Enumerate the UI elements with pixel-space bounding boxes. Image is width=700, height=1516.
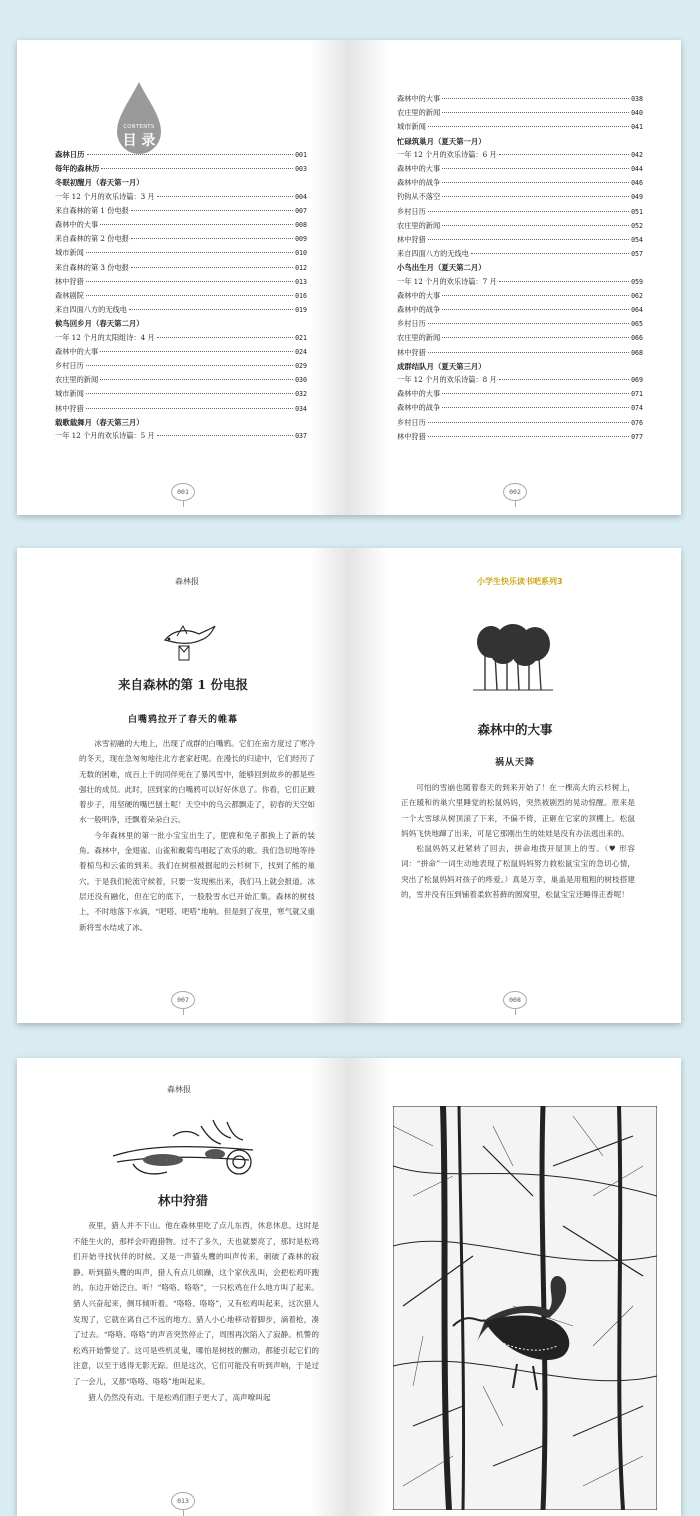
toc-entry: [55, 317, 307, 330]
toc-entry-title: 农庄里的新闻: [397, 220, 441, 230]
toc-entry-page: 007: [295, 206, 307, 215]
toc-entry-page: 012: [295, 263, 307, 272]
toc-entry-page: 049: [631, 193, 643, 202]
toc-entry-page: 032: [295, 390, 307, 399]
toc-entry: [397, 135, 643, 148]
toc-entry-page: 042: [631, 150, 643, 159]
toc-entry-title: 小鸟出生月（夏天第二月）: [397, 263, 486, 273]
spread-contents: [17, 40, 681, 515]
toc-entry-title: 森林中的大事: [55, 220, 99, 230]
toc-entry-page: 040: [631, 109, 643, 118]
toc-entry-title: 每年的森林历: [55, 164, 100, 174]
toc-entry: [397, 106, 643, 120]
toc-entry: [55, 359, 307, 373]
toc-entry: [397, 317, 643, 331]
toc-dot-leader: [442, 337, 629, 338]
article-title: 来自森林的第 1 份电报: [118, 677, 248, 692]
toc-entry-page: 003: [295, 165, 307, 174]
toc-entry: [397, 205, 643, 219]
toc-entry-page: 008: [295, 221, 307, 230]
toc-entry-title: 来自四面八方的无线电: [397, 249, 469, 259]
toc-entry-page: 076: [631, 418, 643, 427]
toc-dot-leader: [86, 393, 293, 394]
toc-entry-title: 一年 12 个月的欢乐诗篇：5 月: [55, 431, 155, 441]
toc-entry: [397, 247, 643, 261]
body-paragraph: 今年森林里的第一批小宝宝出生了，肥鹿和兔子都换上了新的装角。森林中，金翅雀、山雀和戴菊鸟唱起了欢乐的歌。我们急切地等待着椋鸟和云雀的到来。我们在树根被掘起的云杉树下，找到了熊的巢穴。于是我们轮流守候着，只要一发现熊出来，我们马上就会报道。冰层还没有融化，但在它的底下，一股股雪水已开始汇集。森林的树枝上，不时地落下水滴，“吧嗒、吧嗒”地响。但是到了夜里，寒气就又重新将雪水结成了冰。: [79, 830, 315, 932]
toc-dot-leader: [86, 252, 293, 253]
toc-entry-title: 忙碌筑巢月（夏天第一月）: [397, 136, 486, 146]
page-number: 007: [171, 991, 195, 1009]
toc-entry: [397, 190, 643, 204]
toc-entry: [397, 387, 643, 401]
article-body: [401, 780, 635, 902]
toc-entry: [55, 416, 307, 429]
toc-entry-page: 009: [295, 235, 307, 244]
toc-dot-leader: [428, 239, 629, 240]
toc-dot-leader: [442, 407, 629, 408]
toc-entry-page: 021: [295, 333, 307, 342]
toc-entry-title: 一年 12 个月的欢乐诗篇：8 月: [397, 375, 497, 385]
toc-entry-title: 城市新闻: [55, 248, 84, 258]
article-body: [73, 1218, 319, 1405]
toc-entry-page: 068: [631, 348, 643, 357]
toc-entry-page: 074: [631, 404, 643, 413]
series-running-head: 小学生快乐读书吧系列3: [477, 577, 563, 586]
toc-dot-leader: [131, 210, 293, 211]
toc-entry-title: 森林中的大事: [397, 94, 441, 103]
toc-entry-title: 森林日历: [55, 150, 85, 159]
page-014: [349, 1058, 681, 1516]
toc-entry-page: 065: [631, 320, 643, 329]
toc-entry-title: 乡村日历: [397, 319, 426, 329]
toc-entry-title: 来自森林的第 3 份电报: [55, 262, 129, 272]
toc-dot-leader: [442, 393, 629, 394]
toc-entry-page: 038: [631, 95, 643, 103]
toc-entry-title: 森林剧院: [55, 291, 84, 301]
toc-dot-leader: [471, 253, 629, 254]
toc-dot-leader: [442, 225, 629, 226]
toc-entry: [397, 303, 643, 317]
toc-entry-page: 071: [631, 390, 643, 399]
toc-entry: [55, 303, 307, 317]
toc-entry: [397, 275, 643, 289]
toc-entry-title: 林中狩猎: [397, 347, 426, 357]
toc-dot-leader: [428, 323, 629, 324]
toc-entry-page: 013: [295, 277, 307, 286]
toc-entry-page: 069: [631, 376, 643, 385]
toc-entry-title: 森林中的大事: [397, 164, 441, 174]
toc-dot-leader: [442, 295, 629, 296]
body-paragraph: 松鼠妈妈又赶紧转了回去，拼命地拨开屋顶上的雪。（♥ 形容词：“拼命”一词生动地表现了松鼠妈妈努力救松鼠宝宝的急切心情，突出了松鼠妈妈对孩子的疼爱。）真是万幸，巢盖是用粗粗的树枝搭建的，雪并没有压到铺着柔软苔藓的圆窝里，松鼠宝宝还睡得正香呢！: [401, 844, 635, 900]
page-002: [349, 40, 681, 515]
toc-entry-title: 农庄里的新闻: [397, 108, 441, 118]
page-013: [17, 1058, 349, 1516]
toc-entry-title: 冬眠初醒月（春天第一月）: [55, 178, 144, 188]
toc-dot-leader: [428, 422, 629, 423]
toc-dot-leader: [101, 168, 293, 169]
toc-entry-title: 林中狩猎: [55, 403, 84, 413]
toc-entry-page: 019: [295, 306, 307, 315]
spread-pages-013-014: [17, 1058, 681, 1516]
toc-entry: [55, 373, 307, 387]
forest-trees-illustration: [473, 624, 553, 692]
contents-title: 目 录: [122, 133, 156, 149]
toc-entry: [397, 373, 643, 387]
toc-entry-title: 乡村日历: [397, 206, 426, 216]
toc-entry-page: 052: [631, 221, 643, 230]
toc-dot-leader: [428, 436, 629, 437]
toc-entry-page: 077: [631, 432, 643, 441]
toc-dot-leader: [86, 365, 293, 366]
toc-entry: [397, 148, 643, 162]
toc-dot-leader: [428, 211, 629, 212]
toc-list-right: [397, 92, 643, 444]
toc-entry-title: 城市新闻: [55, 389, 84, 399]
toc-entry-page: 001: [295, 151, 307, 159]
toc-entry-title: 林中狩猎: [397, 235, 426, 245]
toc-entry: [55, 232, 307, 246]
toc-dot-leader: [442, 168, 629, 169]
toc-dot-leader: [499, 379, 629, 380]
toc-entry-page: 004: [295, 192, 307, 201]
toc-dot-leader: [86, 281, 293, 282]
toc-entry: [397, 430, 643, 444]
page-number: 013: [171, 1492, 195, 1510]
toc-entry-page: 057: [631, 250, 643, 259]
toc-entry-page: 066: [631, 334, 643, 343]
toc-entry: [55, 162, 307, 176]
toc-entry: [397, 416, 643, 430]
toc-entry-page: 024: [295, 347, 307, 356]
toc-entry: [55, 148, 307, 162]
toc-entry-page: 016: [295, 292, 307, 301]
toc-dot-leader: [157, 196, 293, 197]
toc-entry-title: 乡村日历: [55, 361, 84, 371]
toc-entry: [55, 218, 307, 232]
toc-entry: [397, 360, 643, 373]
page-001: [17, 40, 349, 515]
toc-entry-title: 一年 12 个月的太阳组诗：4 月: [55, 332, 155, 342]
toc-entry-page: 046: [631, 179, 643, 188]
toc-dot-leader: [428, 352, 629, 353]
toc-dot-leader: [86, 408, 293, 409]
article-title: 森林中的大事: [477, 722, 553, 737]
toc-entry: [397, 92, 643, 106]
running-head: 森林报: [167, 1085, 191, 1094]
toc-entry: [55, 190, 307, 204]
toc-entry-page: 054: [631, 236, 643, 245]
hunting-gear-illustration: [103, 1116, 263, 1180]
toc-entry-title: 乡村日历: [397, 417, 426, 427]
page-007: [17, 548, 349, 1023]
toc-entry: [397, 176, 643, 190]
toc-entry: [397, 219, 643, 233]
page-008: [349, 548, 681, 1023]
toc-entry-page: 010: [295, 249, 307, 258]
toc-entry: [397, 120, 643, 134]
toc-dot-leader: [131, 238, 293, 239]
toc-entry-page: 044: [631, 165, 643, 174]
toc-entry: [55, 387, 307, 401]
body-paragraph: 夜里，猎人并不下山。他在森林里吃了点儿东西，休息休息。这时是不能生火的，那样会吓跑猎物。过不了多久，天也就要亮了，那时是松鸡们开始寻找伙伴的时候。又是一声猫头鹰的叫声传来，刺破了森林的寂静。听到猫头鹰的叫声，猎人有点儿烦躁，这个家伙乱叫，会把松鸡吓跑的。东边开始泛白。听！“咯咯、咯咯”，一只松鸡在什么地方叫了起来。猎人兴奋起来，侧耳倾听着。“咯咯、咯咯”，又有松鸡叫起来，这次猎人发现了，它就在离自己不远的地方。猎人小心地移动着脚步，滴着枪，凑了过去。“咯咯、咯咯”的声音突然停止了，周围再次陷入了寂静。机警的松鸡开始警觉了。这可是些机灵鬼，哪怕是树枝的颤动，都能引起它们的注意，以至于逃得无影无踪。但是这次，它们可能没有听到声响，于是过了一会儿，又都“咯咯、咯咯”地叫起来。: [73, 1221, 319, 1386]
toc-entry: [397, 162, 643, 176]
toc-entry: [397, 261, 643, 274]
toc-dot-leader: [442, 196, 629, 197]
spread-pages-007-008: [17, 548, 681, 1023]
toc-dot-leader: [442, 112, 629, 113]
toc-entry: [55, 246, 307, 260]
toc-entry: [397, 289, 643, 303]
toc-entry-title: 森林中的战争: [397, 178, 441, 188]
toc-entry-title: 来自四面八方的无线电: [55, 305, 127, 315]
toc-entry: [55, 176, 307, 189]
toc-dot-leader: [100, 379, 293, 380]
toc-entry: [55, 402, 307, 416]
toc-entry: [55, 345, 307, 359]
toc-entry: [55, 275, 307, 289]
toc-dot-leader: [157, 435, 293, 436]
page-number: 001: [171, 483, 195, 501]
toc-entry: [55, 429, 307, 443]
article-subtitle: 白嘴鸦拉开了春天的帷幕: [127, 715, 238, 725]
toc-entry: [397, 233, 643, 247]
toc-entry: [55, 261, 307, 275]
toc-entry: [55, 331, 307, 345]
toc-dot-leader: [442, 182, 629, 183]
article-body: [79, 736, 315, 935]
toc-entry: [55, 204, 307, 218]
toc-entry-page: 059: [631, 277, 643, 286]
toc-dot-leader: [442, 309, 629, 310]
toc-entry-title: 来自森林的第 1 份电报: [55, 205, 129, 215]
body-paragraph: 猎人仍然没有动。于是松鸡们胆子更大了，高声嘹叫起: [88, 1392, 271, 1402]
toc-entry: [397, 346, 643, 360]
toc-dot-leader: [157, 337, 293, 338]
toc-dot-leader: [442, 98, 629, 99]
toc-entry-title: 载歌载舞月（春天第三月）: [55, 417, 144, 427]
toc-dot-leader: [100, 224, 293, 225]
toc-entry-title: 候鸟回乡月（春天第二月）: [55, 319, 144, 329]
body-paragraph: 可怕的雪崩也随着春天的到来开始了！在一棵高大的云杉树上，正在暖和的巢穴里睡觉的松鼠妈妈，突然被剧烈的晃动惊醒。原来是一个大雪球从树顶滚了下来，不偏不倚，正砸在它家的顶棚上。松鼠妈妈飞快地蹿了出来，可是它那刚出生的娃娃是没有办法逃出来的。: [401, 783, 635, 838]
toc-entry-page: 029: [295, 362, 307, 371]
toc-entry-title: 钓钩从不落空: [397, 192, 441, 202]
toc-entry-title: 森林中的大事: [55, 346, 99, 356]
toc-entry-page: 030: [295, 376, 307, 385]
toc-dot-leader: [131, 267, 293, 268]
contents-en: CONTENTS: [123, 124, 155, 130]
toc-entry-title: 一年 12 个月的欢乐诗篇：7 月: [397, 276, 497, 286]
toc-entry-title: 一年 12 个月的欢乐诗篇：6 月: [397, 149, 497, 159]
toc-entry-title: 林中狩猎: [397, 431, 426, 441]
toc-entry-page: 041: [631, 123, 643, 132]
toc-entry-title: 农庄里的新闻: [397, 333, 441, 343]
toc-entry-title: 森林中的大事: [397, 290, 441, 300]
toc-entry-title: 森林中的大事: [397, 389, 441, 399]
toc-dot-leader: [129, 309, 293, 310]
toc-entry-page: 034: [295, 404, 307, 413]
toc-dot-leader: [499, 281, 629, 282]
toc-entry-title: 成群结队月（夏天第三月）: [397, 361, 486, 371]
toc-entry-title: 农庄里的新闻: [55, 375, 99, 385]
article-subtitle: 祸从天降: [494, 758, 535, 768]
toc-list-left: [55, 148, 307, 443]
toc-entry: [397, 401, 643, 415]
toc-entry-title: 森林中的战争: [397, 305, 441, 315]
toc-entry-page: 051: [631, 207, 643, 216]
capercaillie-in-forest-illustration: [393, 1106, 657, 1510]
toc-entry-title: 一年 12 个月的欢乐诗篇：3 月: [55, 191, 155, 201]
toc-entry-title: 来自森林的第 2 份电报: [55, 234, 129, 244]
toc-dot-leader: [86, 295, 293, 296]
body-paragraph: 冰雪初融的大地上，出现了成群的白嘴鸦。它们在南方度过了寒冷的冬天，现在急匆匆地往北方老家赶呢。在漫长的归途中，它们经历了无数的困难，成百上千的同伴死在了暴风雪中，能够回到故乡的都是些强壮的成员。此时，回到家的白嘴鸦可以好好休息了。你看，它们正踱着步子，用坚硬的嘴巴刨土呢！天空中的乌云都飘走了，初春的天空如水一般明净，还飘着朵朵白云。: [79, 739, 315, 825]
toc-dot-leader: [87, 154, 294, 155]
toc-dot-leader: [428, 126, 629, 127]
toc-entry: [397, 331, 643, 345]
page-number: 008: [503, 991, 527, 1009]
page-number: 002: [503, 483, 527, 501]
article-title: 林中狩猎: [157, 1193, 208, 1208]
toc-entry-page: 064: [631, 306, 643, 315]
toc-entry-page: 037: [295, 432, 307, 441]
toc-dot-leader: [499, 154, 629, 155]
bird-telegram-illustration: [157, 620, 217, 664]
toc-entry-title: 城市新闻: [397, 122, 426, 132]
toc-dot-leader: [100, 351, 293, 352]
toc-entry-title: 林中狩猎: [55, 276, 84, 286]
running-head: 森林报: [175, 577, 199, 586]
toc-entry-page: 062: [631, 291, 643, 300]
toc-entry-title: 森林中的战争: [397, 403, 441, 413]
toc-entry: [55, 289, 307, 303]
